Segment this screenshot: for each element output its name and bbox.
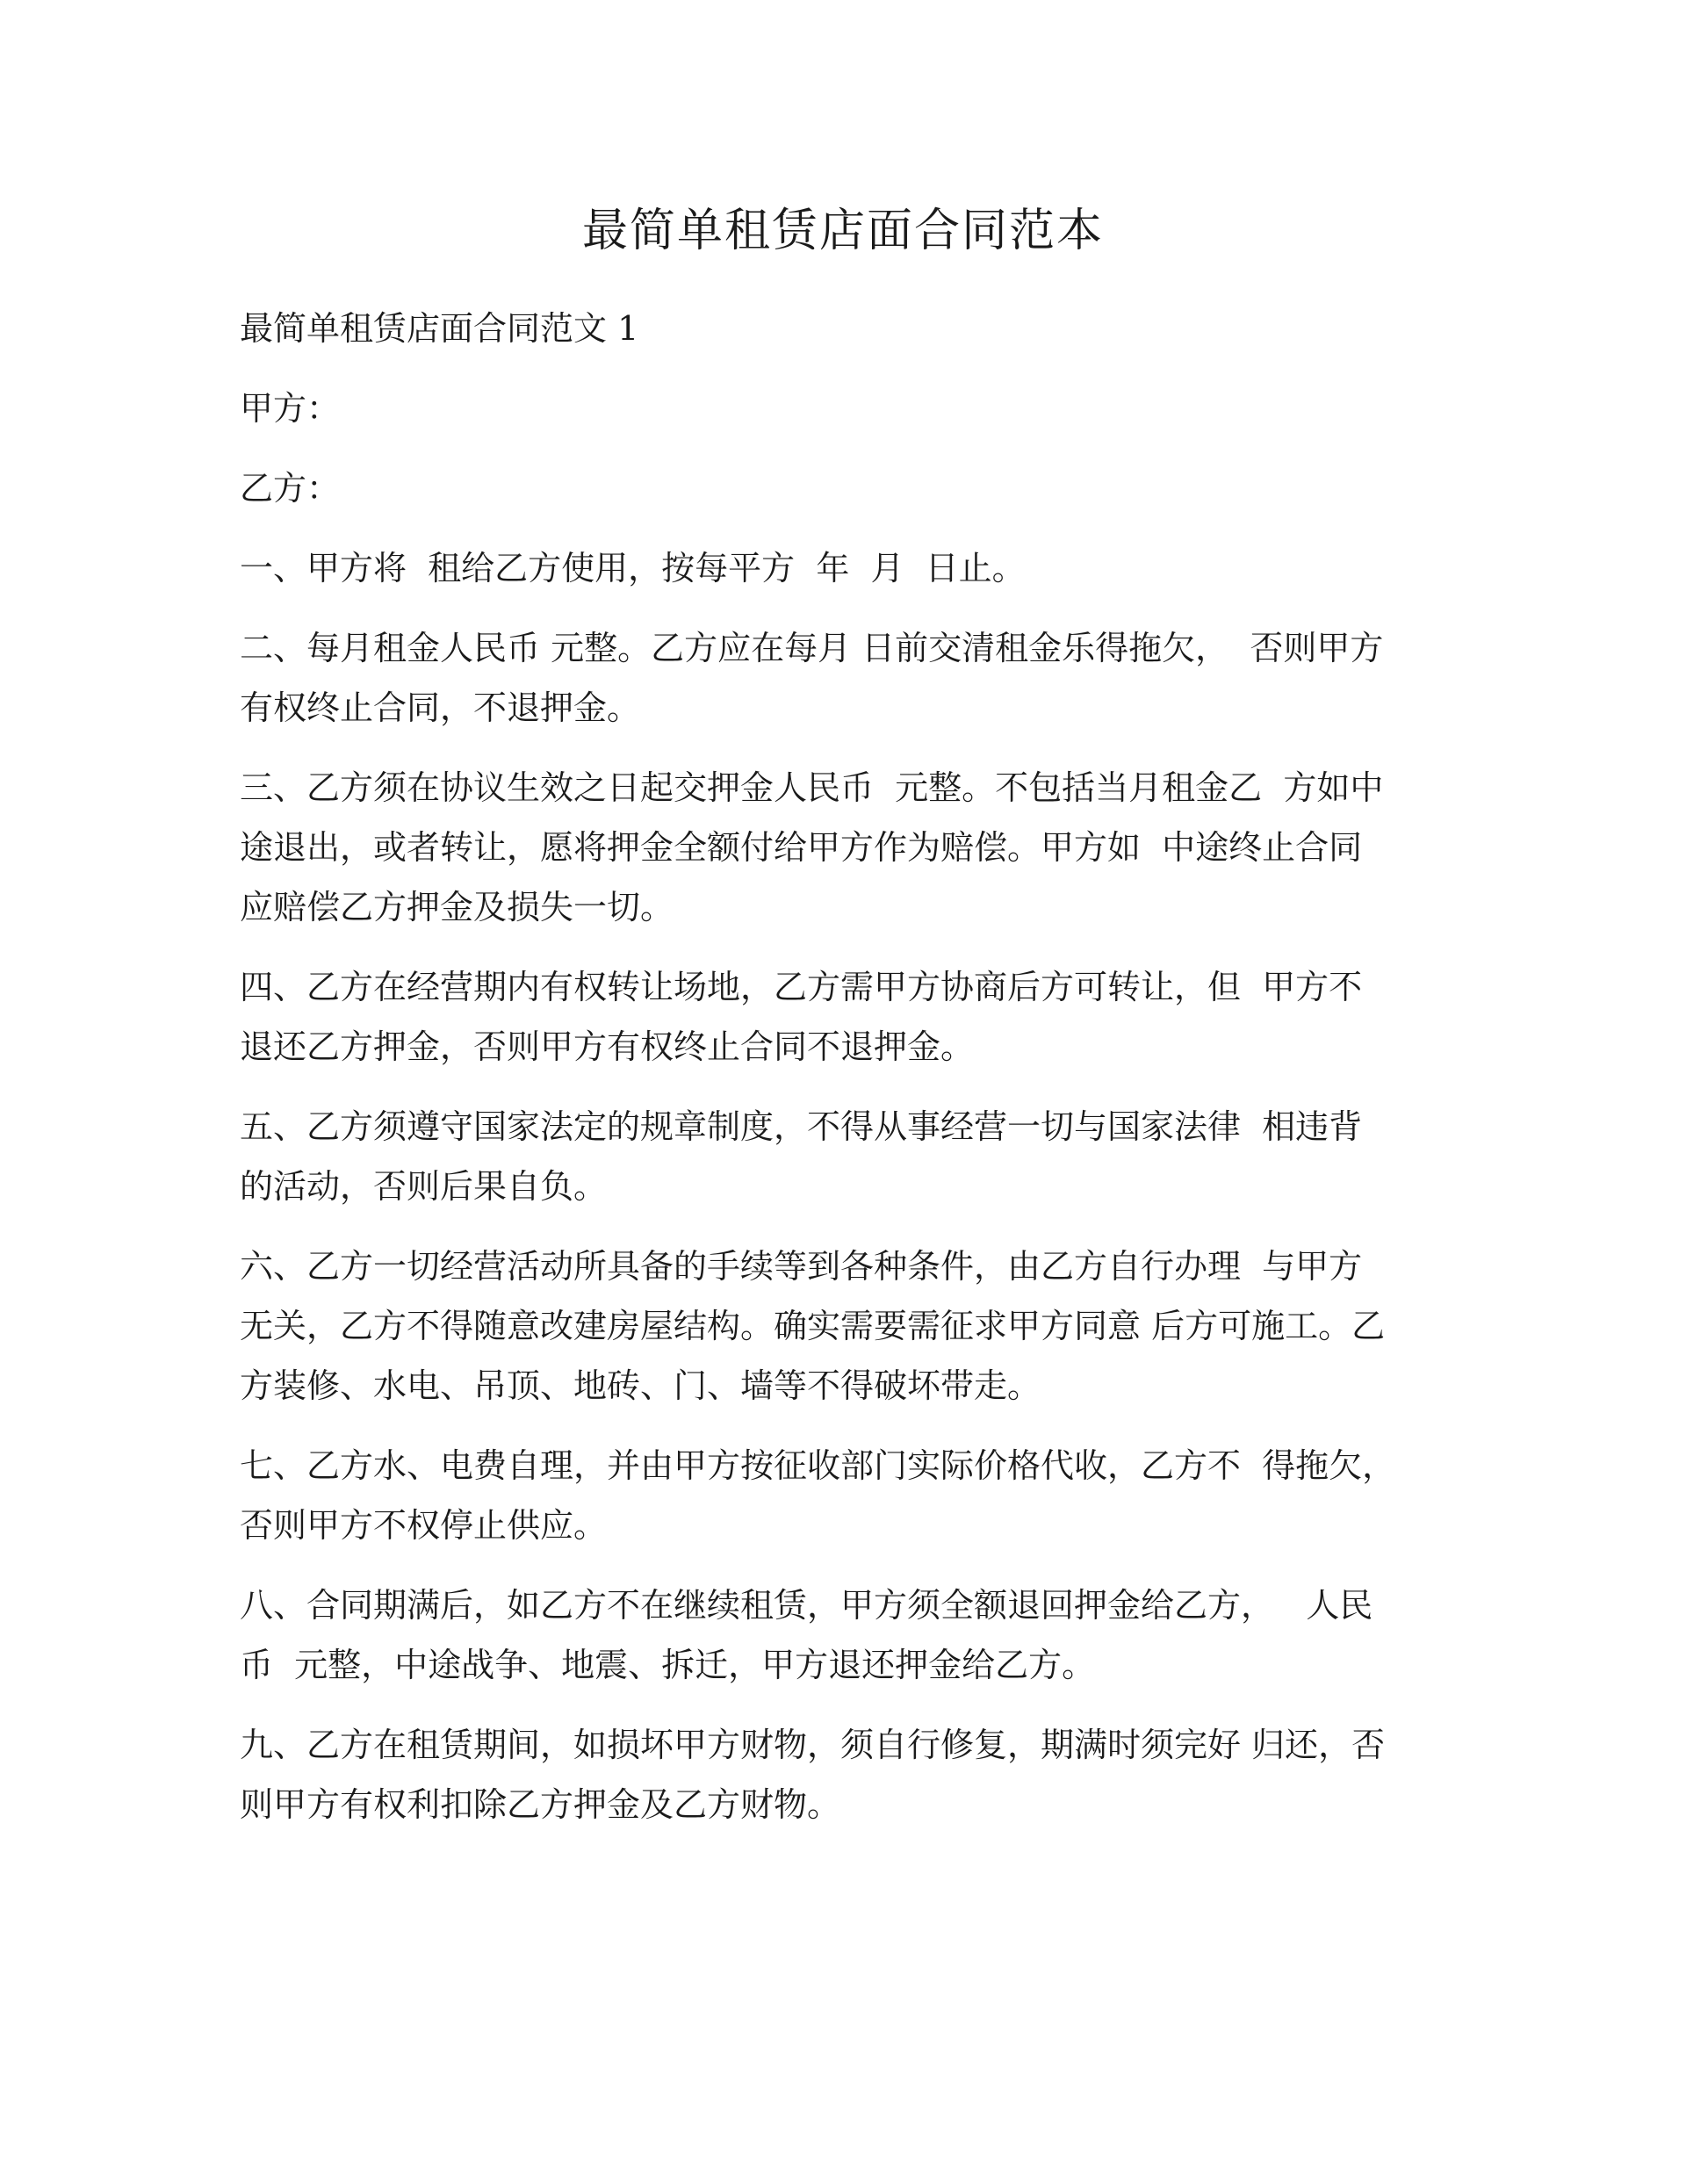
- party-b-label: 乙方：: [240, 469, 341, 508]
- clause-line: 否则甲方不权停止供应。: [240, 1506, 608, 1545]
- clause-line: 币 元整，中途战争、地震、拆迁，甲方退还押金给乙方。: [240, 1646, 1096, 1684]
- party-a-label: 甲方：: [240, 389, 341, 428]
- clause-line: 途退出，或者转让，愿将押金全额付给甲方作为赔偿。甲方如 中途终止合同: [240, 828, 1363, 867]
- clause-line: 有权终止合同，不退押金。: [240, 688, 641, 727]
- clause-line: 九、乙方在租赁期间，如损坏甲方财物，须自行修复，期满时须完好 归还，否: [240, 1726, 1386, 1764]
- clause-line: 应赔偿乙方押金及损失一切。: [240, 888, 674, 926]
- clause-4: [240, 957, 1425, 1077]
- clause-line: 七、乙方水、电费自理，并由甲方按征收部门实际价格代收，乙方不 得拖欠，: [240, 1446, 1396, 1485]
- clause-9: [240, 1715, 1425, 1834]
- clause-line: 八、合同期满后，如乙方不在继续租赁，甲方须全额退回押金给乙方， 人民: [240, 1586, 1373, 1625]
- clause-line: 五、乙方须遵守国家法定的规章制度，不得从事经营一切与国家法律 相违背: [240, 1107, 1363, 1146]
- clause-line: 的活动，否则后果自负。: [240, 1167, 608, 1206]
- clause-line: 六、乙方一切经营活动所具备的手续等到各种条件，由乙方自行办理 与甲方: [240, 1247, 1363, 1286]
- clause-line: 退还乙方押金，否则甲方有权终止合同不退押金。: [240, 1027, 975, 1066]
- clause-line: 四、乙方在经营期内有权转让场地，乙方需甲方协商后方可转让，但 甲方不: [240, 968, 1363, 1006]
- clause-line: 则甲方有权利扣除乙方押金及乙方财物。: [240, 1785, 841, 1824]
- clause-line: 三、乙方须在协议生效之日起交押金人民币 元整。不包括当月租金乙 方如中: [240, 768, 1384, 807]
- clause-6: [240, 1236, 1425, 1416]
- document-body: [240, 299, 1425, 1855]
- clause-1: [240, 538, 1425, 598]
- clause-7: [240, 1436, 1425, 1555]
- clause-line: 二、每月租金人民币 元整。乙方应在每月 日前交清租金乐得拖欠， 否则甲方: [240, 629, 1384, 667]
- clause-line: 无关，乙方不得随意改建房屋结构。确实需要需征求甲方同意 后方可施工。乙: [240, 1307, 1386, 1345]
- clause-line: 方装修、水电、吊顶、地砖、门、墙等不得破坏带走。: [240, 1366, 1041, 1405]
- document-subtitle: 最简单租赁店面合同范文 1: [240, 309, 639, 348]
- clause-2: [240, 618, 1425, 738]
- document-title: 最简单租赁店面合同范本: [581, 205, 1104, 257]
- clause-line: 一、甲方将 租给乙方使用，按每平方 年 月 日止。: [240, 549, 1026, 587]
- clause-5: [240, 1097, 1425, 1216]
- clause-8: [240, 1575, 1425, 1695]
- clause-3: [240, 758, 1425, 937]
